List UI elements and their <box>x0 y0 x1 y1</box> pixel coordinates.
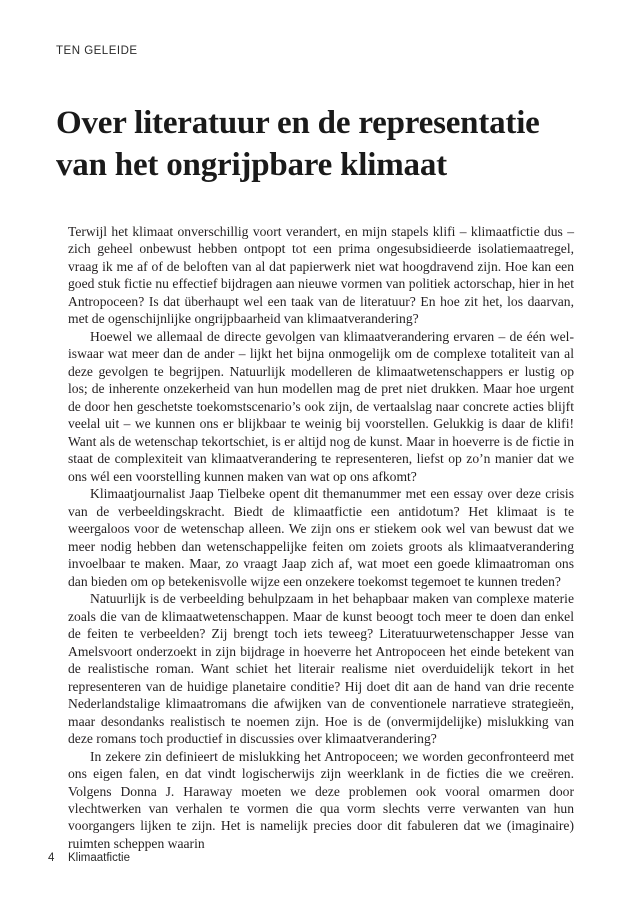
running-title: Klimaatfictie <box>68 852 130 864</box>
paragraph: Terwijl het klimaat onverschillig voort verandert, en mijn stapels klifi – klimaatfictie dus – zich geheel onbewust hebben ontpopt tot een prima ongesubsidieerde isolatiemaatregel, vraag ik me af of de beloften van al dat papierwerk niet wat hoogdravend zijn. Hoe kan een goed stuk fictie nu effectief bijdragen aan nieuwe vormen van politiek actorschap, hier in het Antropoceen? Is dat überhaupt wel een taak van de literatuur? En hoe zit het, los daarvan, met de ogenschijnlijke ongrijpbaarheid van klimaatverandering? <box>68 224 574 327</box>
paragraph: Hoewel we allemaal de directe gevolgen van klimaatverandering ervaren – de één weliswaar wat meer dan de ander – lijkt het bijna onmogelijk om de complexe totaliteit van al deze gevolgen te begrijpen. Natuurlijk modelleren de klimaatwetenschappers er lustig op los; de inherente onzekerheid van hun modellen mag de pret niet drukken. Maar hoe urgent de door hen geschetste toekomstscenario’s ook zijn, de vertaalslag naar concrete acties blijft veelal uit – we kunnen ons er blijkbaar te weinig bij voorstellen. Gelukkig is daar de klifi! Want als de wetenschap tekortschiet, is er altijd nog de kunst. Maar in hoeverre is de fictie in staat de complexiteit van klimaatverandering te representeren, liefst op zo’n manier dat we ons wél een voorstelling kunnen maken van wat op ons afkomt? <box>68 328 574 484</box>
article-body <box>68 223 574 852</box>
article-title: Over literatuur en de representatie van het ongrijpbare klimaat <box>56 105 540 183</box>
paragraph: In zekere zin definieert de mislukking het Antropoceen; we worden geconfronteerd met ons eigen falen, en dat vindt logischerwijs zijn weerklank in de ficties die we creëren. Volgens Donna J. Haraway moeten we deze problemen ook vooral omarmen door vlechtwerken van verhalen te vormen die qua vorm slechts verre verwanten van hun voorgangers lijken te zijn. Het is namelijk precies door dit fabuleren dat we (imaginaire) ruimten scheppen waarin <box>68 748 574 851</box>
paragraph: Klimaatjournalist Jaap Tielbeke opent dit themanummer met een essay over deze crisis van de verbeeldingskracht. Biedt de klimaatfictie een antidotum? Het klimaat is te weergaloos voor de wetenschap alleen. We zijn ons er stiekem ook wel van bewust dat we meer nodig hebben dan wetenschappelijke feiten om zoiets groots als klimaatverandering invoelbaar te maken. Maar, zo vraagt Jaap zich af, wat moet een goede klimaatroman ons dan bieden om op betekenisvolle wijze een onzekere toekomst tegemoet te kunnen treden? <box>68 486 574 589</box>
page-number: 4 <box>48 852 55 864</box>
paragraph: Natuurlijk is de verbeelding behulpzaam in het behapbaar maken van complexe materie zoals die van de klimaatwetenschappen. Maar de kunst beoogt toch meer te doen dan enkel de feiten te verbeelden? Zij brengt toch iets teweeg? Literatuurwetenschapper Jesse van Amelsvoort onderzoekt in zijn bijdrage in hoeverre het Antropoceen het einde betekent van de realistische roman. Want schiet het literair realisme niet overduidelijk tekort in het representeren van de huidige planetaire conditie? Hij doet dit aan de hand van drie recente Nederlandstalige klimaatromans die afwijken van de conventionele narratieve strategieën, maar desondanks realistisch te noemen zijn. Hoe is de (onvermijdelijke) mislukking van deze romans toch productief in discussies over klimaatverandering? <box>68 591 574 747</box>
section-label: TEN GELEIDE <box>56 45 138 57</box>
page-footer <box>48 852 130 864</box>
